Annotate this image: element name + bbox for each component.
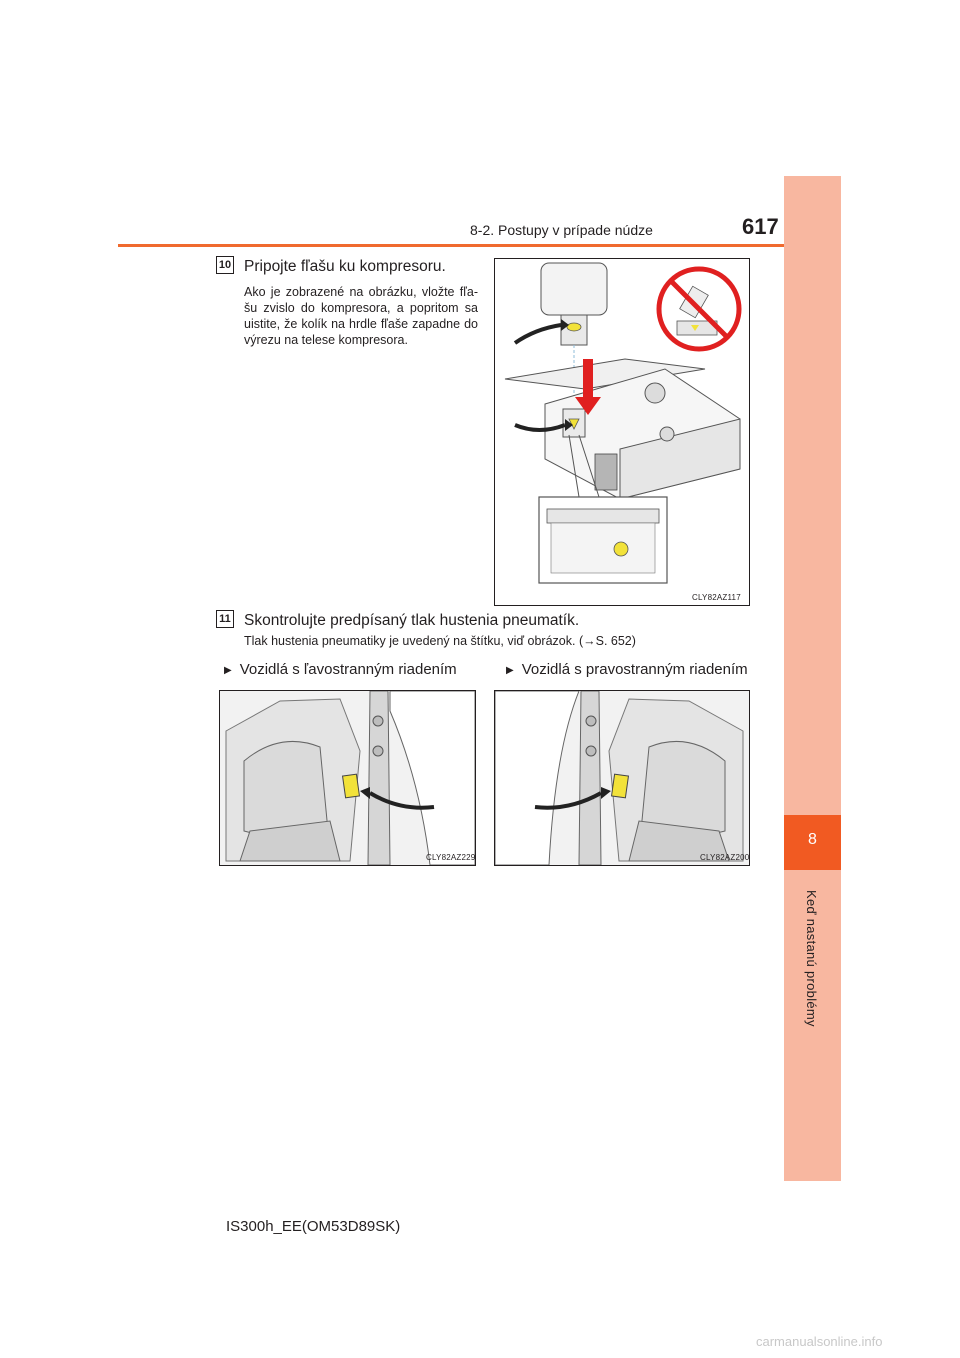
variant-label-lhd	[224, 661, 457, 678]
rhd-door-figure	[494, 690, 750, 866]
compressor-illustration	[495, 259, 749, 605]
step-10-body: Ako je zobrazené na obrázku, vložte fľa-šu zvislo do kompresora, a popritom sa uistite, že kolík na hrdle fľaše zapadne do výrezu na telese kompresora.	[244, 285, 478, 347]
variant-label-rhd-text: Vozidlá s pravostranným riadením	[521, 661, 748, 678]
chapter-tab	[784, 176, 841, 1181]
chapter-title: Keď nastanú problémy	[804, 890, 819, 1027]
header-rule	[118, 244, 784, 247]
lhd-door-figure	[219, 690, 476, 866]
figure-code: CLY82AZ200	[700, 853, 750, 862]
step-11-body: Tlak hustenia pneumatiky je uvedený na štítku, viď obrázok. (→S. 652)	[244, 634, 636, 648]
watermark: carmanualsonline.info	[756, 1334, 883, 1349]
step-10-title: Pripojte fľašu ku kompresoru.	[244, 258, 446, 275]
triangle-bullet-icon: ▶	[506, 665, 514, 676]
chapter-number: 8	[808, 831, 817, 848]
triangle-bullet-icon: ▶	[224, 665, 232, 676]
page-number: 617	[742, 214, 779, 239]
lhd-door-illustration	[220, 691, 475, 865]
figure-code: CLY82AZ117	[692, 593, 741, 602]
variant-label-lhd-text: Vozidlá s ľavostranným riadením	[239, 661, 457, 678]
step-11-title: Skontrolujte predpísaný tlak hustenia pneumatík.	[244, 612, 580, 629]
rhd-door-illustration	[495, 691, 749, 865]
section-title: 8-2. Postupy v prípade núdze	[470, 222, 653, 238]
compressor-figure	[494, 258, 750, 606]
model-code: IS300h_EE(OM53D89SK)	[226, 1218, 401, 1235]
variant-label-rhd	[506, 661, 748, 678]
figure-code: CLY82AZ229	[426, 853, 476, 862]
step-number-10: 10	[216, 256, 234, 274]
step-number-11: 11	[216, 610, 234, 628]
